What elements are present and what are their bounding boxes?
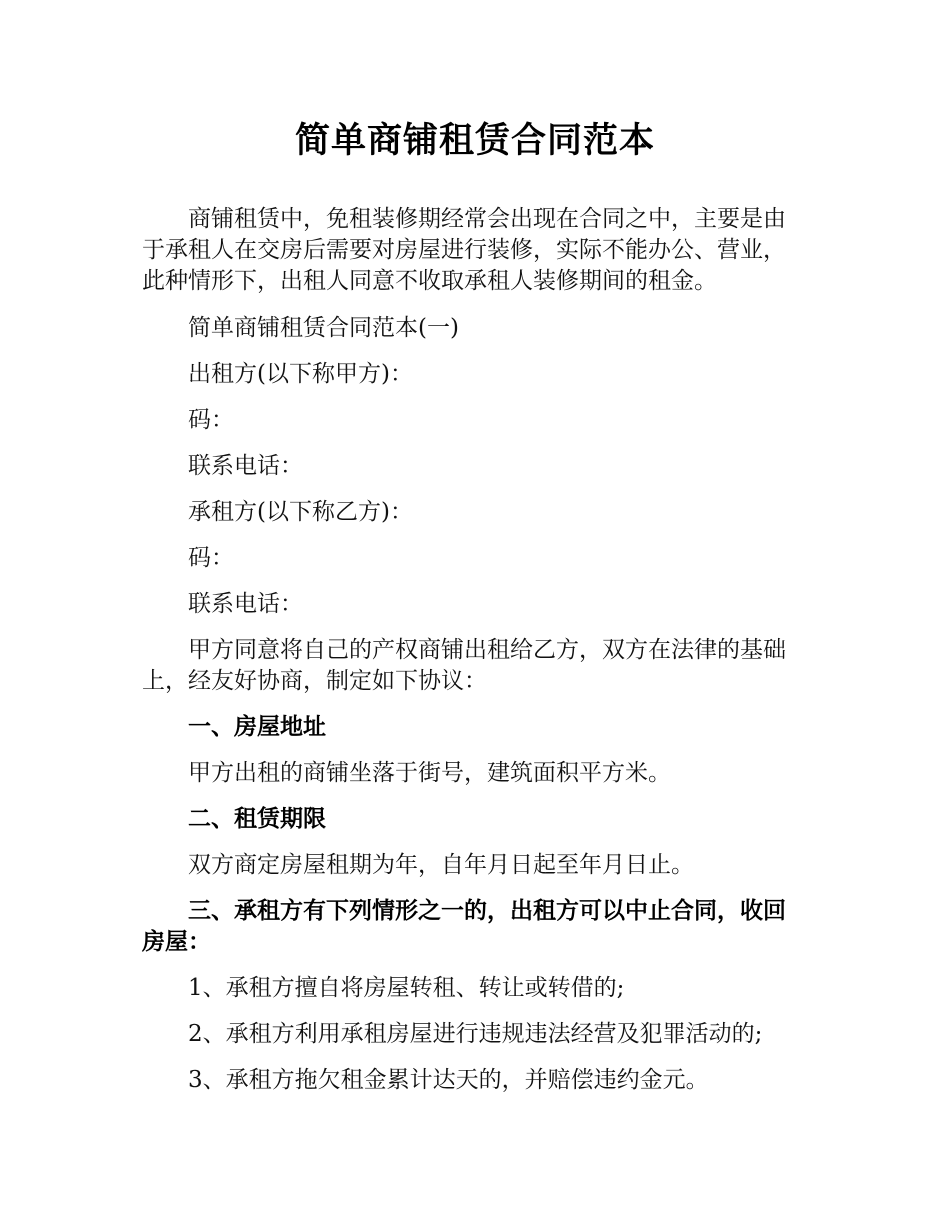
intro-paragraph: 商铺租赁中，免租装修期经常会出现在合同之中，主要是由于承租人在交房后需要对房屋进行装修，实际不能办公、营业，此种情形下，出租人同意不收取承租人装修期间的租金。 — [142, 206, 786, 294]
document-title: 简单商铺租赁合同范本 — [294, 121, 655, 161]
section-heading-address: 一、房屋地址 — [188, 714, 326, 740]
section-heading-term: 二、租赁期限 — [188, 806, 326, 832]
lessee-phone-line: 联系电话： — [188, 591, 303, 617]
termination-item-3: 3、承租方拖欠租金累计达天的，并赔偿违约金元。 — [188, 1067, 709, 1093]
section-heading-termination: 三、承租方有下列情形之一的，出租方可以中止合同，收回房屋： — [142, 898, 786, 955]
lessor-code-line: 码： — [188, 407, 234, 433]
term-paragraph: 双方商定房屋租期为年，自年月日起至年月日止。 — [188, 852, 694, 878]
agreement-paragraph: 甲方同意将自己的产权商铺出租给乙方，双方在法律的基础上，经友好协商，制定如下协议： — [142, 637, 786, 694]
termination-item-1: 1、承租方擅自将房屋转租、转让或转借的; — [188, 975, 625, 1001]
lessee-code-line: 码： — [188, 545, 234, 571]
lessor-line: 出租方(以下称甲方)： — [188, 361, 413, 387]
contract-subtitle: 简单商铺租赁合同范本(一) — [188, 315, 459, 341]
address-paragraph: 甲方出租的商铺坐落于街号，建筑面积平方米。 — [188, 760, 671, 786]
lessor-phone-line: 联系电话： — [188, 453, 303, 479]
lessee-line: 承租方(以下称乙方)： — [188, 499, 413, 525]
termination-item-2: 2、承租方利用承租房屋进行违规违法经营及犯罪活动的; — [188, 1021, 763, 1047]
